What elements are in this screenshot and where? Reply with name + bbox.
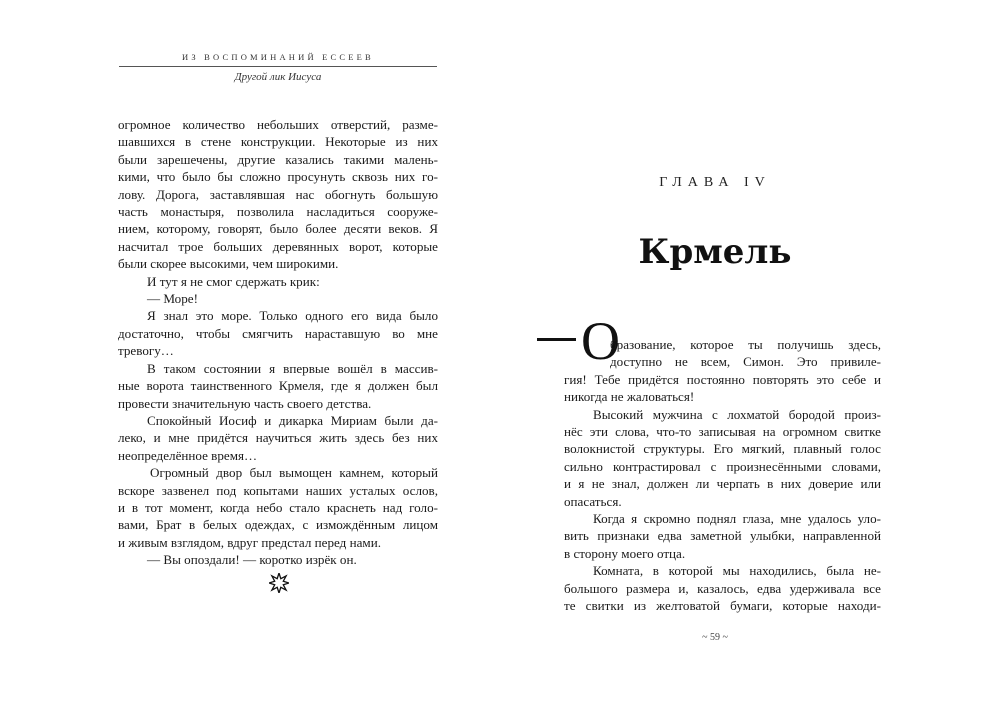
text-line: насчитал трое больших деревянных ворот, которые <box>118 238 438 254</box>
text-line: ные ворота таинственного Крмеля, где я должен был <box>118 378 438 394</box>
page-number: ~ 59 ~ <box>702 632 728 643</box>
chapter-title: Крмель <box>638 232 792 272</box>
drop-cap: О <box>581 311 620 371</box>
text-line: огромное количество небольших отверстий, разме- <box>118 117 438 132</box>
text-line: лову. Дорога, заставлявшая нас обогнуть большую <box>118 186 438 202</box>
text-line: большого размера и, казалось, едва удерживала все <box>564 580 881 596</box>
text-line: кими, что было бы сложно просунуть сквозь них го- <box>118 169 438 185</box>
text-line: волокнистой структуры. Его мягкий, плавный голос <box>564 441 881 457</box>
text-line: вскоре зазвенел под копытами наших усталых ослов, <box>118 482 438 498</box>
text-line: нёс эти слова, что-то записывая на огромном свитке <box>564 424 881 440</box>
text-line: и в тот момент, когда небо стало краснеть над голо- <box>118 499 438 515</box>
text-line: те свитки из желтоватой бумаги, которые находи- <box>564 598 881 614</box>
text-line: и я не знал, должен ли черпать в них доверие или <box>564 476 881 492</box>
text-line: никогда не жаловаться! <box>564 389 695 405</box>
running-head: ИЗ ВОСПОМИНАНИЙ ЕССЕЕВ <box>182 52 374 62</box>
text-line: были скорее высокими, чем широкими. <box>118 256 339 272</box>
text-line: Высокий мужчина с лохматой бородой произ- <box>593 406 881 422</box>
text-line: были зарешечены, другие казались такими малень- <box>118 151 438 167</box>
text-line: неопределённое время… <box>118 447 258 463</box>
text-line: вить признаки едва заметной улыбки, направленной <box>564 528 881 544</box>
text-line: бразование, которое ты получишь здесь, <box>610 337 881 352</box>
text-line: и живым взглядом, вдруг предстал перед нами. <box>118 534 381 550</box>
text-line: в сторону моего отца. <box>564 545 686 561</box>
star-ornament-icon <box>269 573 289 593</box>
text-line: опасаться. <box>564 493 622 509</box>
text-line: провести значительную часть своего детства. <box>118 395 372 411</box>
text-line: нием, которому, говорят, было более десяти веков. Я <box>118 221 438 237</box>
text-line: сильно контрастировал с произнесёнными словами, <box>564 458 881 474</box>
left-body-text <box>118 116 438 569</box>
header-rule <box>119 66 437 67</box>
text-line: гия! Тебе придётся постоянно повторять это себе и <box>564 371 881 387</box>
running-subtitle: Другой лик Иисуса <box>234 71 322 83</box>
text-line: леко, и мне придётся научиться жить здесь без них <box>118 430 438 446</box>
text-line: — Вы опоздали! — коротко изрёк он. <box>147 552 357 568</box>
text-line: тревогу… <box>118 343 174 359</box>
text-line: доступно не всем, Симон. Это привиле- <box>610 354 881 370</box>
text-line: часть монастыря, позволила насладиться сооруже- <box>118 204 438 220</box>
text-line: Комната, в которой мы находились, была не- <box>593 563 881 579</box>
text-line: Огромный двор был вымощен камнем, который <box>150 465 438 481</box>
right-body-text <box>564 336 881 615</box>
text-line: шавшихся в стене конструкции. Некоторые из них <box>118 134 438 150</box>
text-line: достаточно, чтобы смягчить нараставшую во мне <box>118 325 438 341</box>
chapter-label: ГЛАВА IV <box>659 175 771 190</box>
text-line: Когда я скромно поднял глаза, мне удалось уло- <box>593 511 881 527</box>
text-line: Спокойный Иосиф и дикарка Мириам были да- <box>147 412 438 428</box>
text-line: И тут я не смог сдержать крик: <box>147 273 320 289</box>
text-line: Я знал это море. Только одного его вида было <box>147 308 438 324</box>
text-line: В таком состоянии я впервые вошёл в массив- <box>147 360 438 376</box>
text-line: — Море! <box>147 291 198 307</box>
text-line: вами, Брат в белых одеждах, с измождённым лицом <box>118 517 438 533</box>
